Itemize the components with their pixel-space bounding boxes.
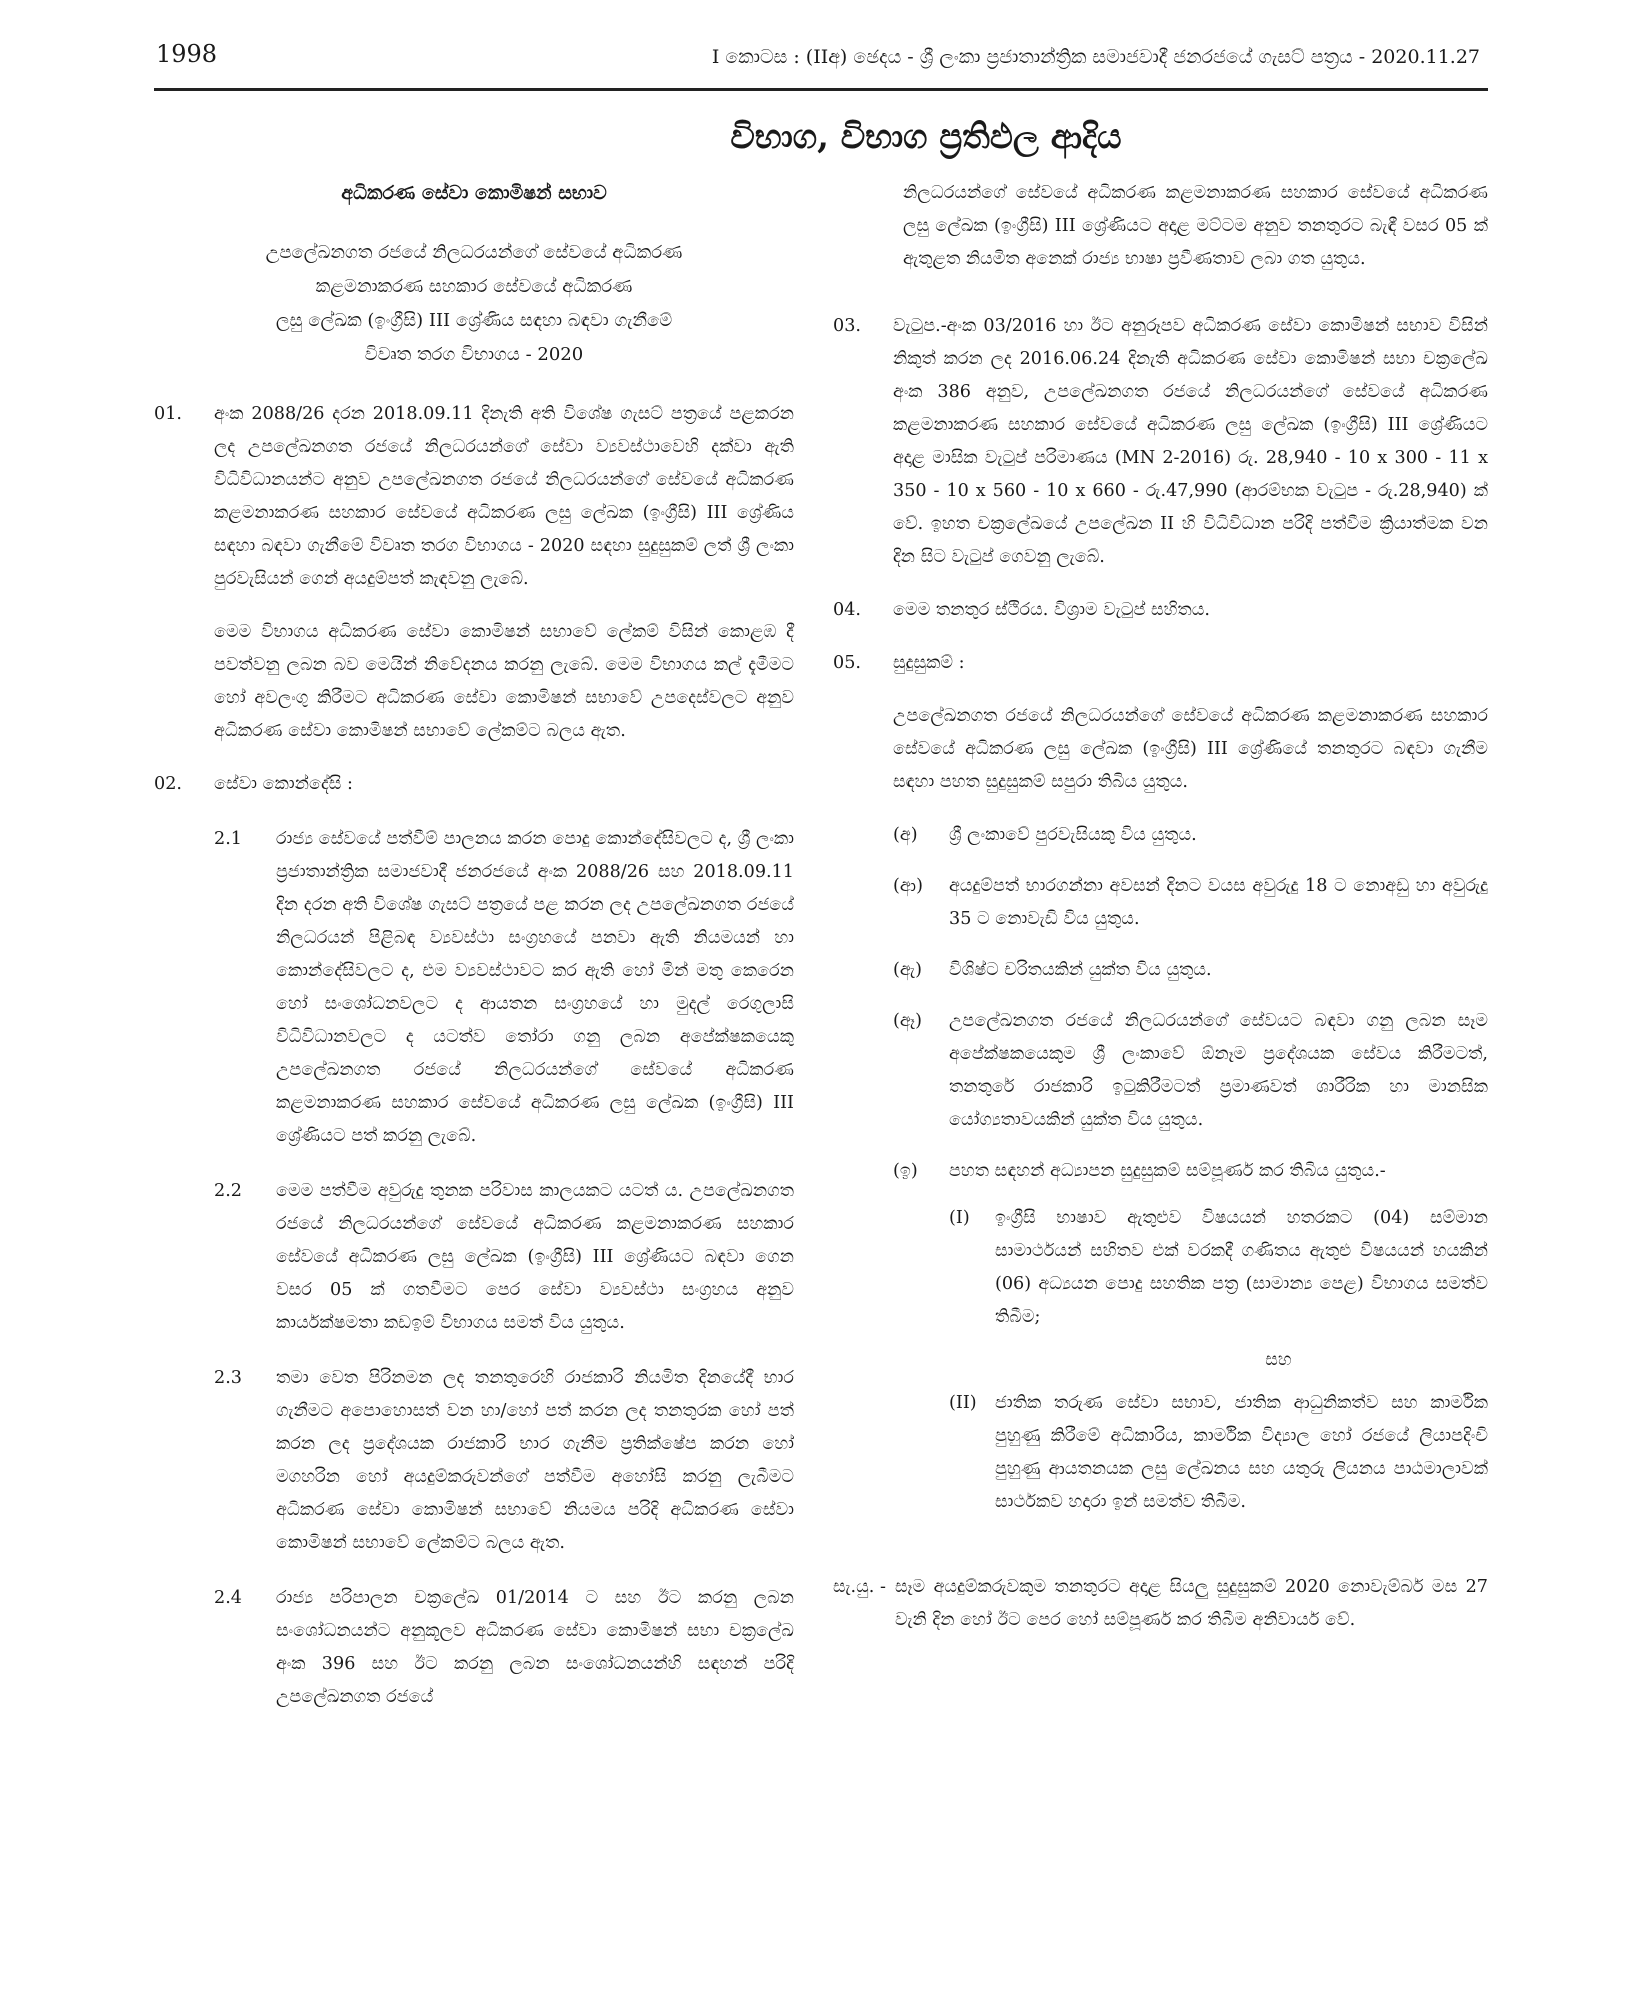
footnote-text: සෑම අයදුම්කරුවකුම තනතුරට අදාළ සියලු සුදුසුකම් 2020 නොවැම්බර් මස 27 වැනි දින හෝ ඊට පෙර හෝ සම්පූර්ණ කර තිබීම අනිවාර්ය වේ. [895, 1577, 1488, 1630]
list-label: (ඇ) [893, 960, 922, 980]
qualification-aee [893, 1005, 1488, 1137]
qualification-ae [893, 954, 1488, 987]
subclause-text: රාජ්‍ය පරිපාලන චක්‍රලේඛ 01/2014 ට සහ ඊට කරනු ලබන සංශෝධනයන්ට අනුකූලව අධිකරණ සේවා කොමිෂන් සභා චක්‍රලේඛ අංක 396 සහ ඊට කරනු ලබන සංශෝධනයන්හි සඳහන් පරිදි උපලේඛනගත රජයේ [276, 1588, 794, 1707]
exam-title-line: ලසු ලේඛක (ඉංග්‍රීසි) III ශ්‍රේණිය සඳහා බඳවා ගැනීමේ [275, 310, 673, 331]
clause-03 [833, 310, 1488, 574]
clause-paragraph: අංක 2088/26 දරන 2018.09.11 දිනැති අති විශේෂ ගැසට් පත්‍රයේ පළකරන ලද උපලේඛනගත රජයේ නිලධරයන්ගේ සේවා ව්‍යවස්ථාවෙහි දක්වා ඇති විධිවිධානයන්ට අනුව උපලේඛනගත රජයේ නිලධරයන්ගේ සේවයේ අධිකරණ කළමනාකරණ සහකාර සේවයේ අධිකරණ ලසු ලේඛක (ඉංග්‍රීසි) III ශ්‍රේණිය සඳහා බඳවා ගැනීමේ විවෘත තරග විභාගය - 2020 සඳහා සුදුසුකම් ලත් ශ්‍රී ලංකා පුරවැසියන් ගෙන් අයදුම්පත් කැඳවනු ලැබේ. [214, 404, 794, 589]
qualification-i [893, 1155, 1488, 1529]
clause-number: 04. [833, 600, 861, 620]
list-text: විශිෂ්ට චරිතයකින් යුක්ත විය යුතුය. [949, 960, 1212, 980]
clause-paragraph: මෙම විභාගය අධිකරණ සේවා කොමිෂන් සභාවේ ලේකම් විසින් කොළඹ දී පවත්වනු ලබන බව මෙයින් නිවේදනය කරනු ලැබේ. මෙම විභාගය කල් දැමීමට හෝ අවලංගු කිරීමට අධිකරණ සේවා කොමිෂන් සභාවේ උපදෙස්වලට අනුව අධිකරණ සේවා කොමිෂන් සභාවේ ලේකම්ට බලය ඇත. [214, 622, 794, 741]
subclause-text: රාජ්‍ය සේවයේ පත්වීම් පාලනය කරන පොදු කොන්දේසිවලට ද, ශ්‍රී ලංකා ප්‍රජාතාන්ත්‍රික සමාජවාදී ජනරජයේ අංක 2088/26 සහ 2018.09.11 දින දරන අති විශේෂ ගැසට් පත්‍රයේ පළ කරන ලද උපලේඛනගත රජයේ නිලධරයන් පිළිබඳ ව්‍යවස්ථා සංග්‍රහයේ පනවා ඇති නියමයන් හා කොන්දේසිවලට ද, එම ව්‍යවස්ථාවට කර ඇති හෝ මින් මතු කෙරෙන හෝ සංශෝධනවලට ද ආයතන සංග්‍රහයේ හා මුදල් රෙගුලාසි විධිවිධානවලට ද යටත්ව තෝරා ගනු ලබන අපේක්ෂකයෙකු උපලේඛනගත රජයේ නිලධරයන්ගේ සේවයේ අධිකරණ කළමනාකරණ සහකාර සේවයේ අධිකරණ ලසු ලේඛක (ඉංග්‍රීසි) III ශ්‍රේණියට පත් කරනු ලැබේ. [276, 829, 794, 1146]
qualification-a [893, 819, 1488, 852]
subclause-number: 2.1 [214, 829, 242, 849]
education-qualification-2 [949, 1387, 1488, 1519]
page-number: 1998 [156, 40, 218, 68]
clause-text: මෙම තනතුර ස්ථිරය. විශ්‍රාම වැටුප් සහිතය. [893, 600, 1210, 620]
clause-heading: සුදුසුකම් : [893, 653, 965, 673]
running-head: I කොටස : (IIඅ) ඡෙදය - ශ්‍රී ලංකා ප්‍රජාතාන්ත්‍රික සමාජවාදී ජනරජයේ ගැසට් පත්‍රය - 2020.11.27 [711, 46, 1480, 68]
clause-number: 05. [833, 653, 861, 673]
qualification-aa [893, 870, 1488, 936]
subclause-number: 2.4 [214, 1588, 242, 1608]
conjunction-text: සහ [1265, 1350, 1292, 1370]
clause-04 [833, 594, 1488, 627]
clause-02 [154, 768, 794, 1714]
list-label: (අ) [893, 825, 918, 845]
clause-01 [154, 398, 794, 748]
footnote-label: සැ.යු. - [833, 1577, 886, 1597]
list-label: (ආ) [893, 876, 923, 896]
page-header [154, 36, 1488, 91]
list-label: (ඉ) [893, 1161, 918, 1181]
two-column-body [154, 177, 1488, 1734]
subclause-number: 2.3 [214, 1368, 242, 1388]
list-text: ජාතික තරුණ සේවා සභාව, ජාතික ආධුනිකත්ව සහ කාර්මික පුහුණු කිරීමේ අධිකාරිය, කාර්මික විද්‍යාල හෝ රජයේ ලියාපදිංචි පුහුණු ආයතනයක ලසු ලේඛනය සහ යතුරු ලියනය පාඨමාලාවක් සාර්ථකව හදාරා ඉන් සමත්ව තිබීම. [995, 1393, 1488, 1512]
subclause-number: 2.2 [214, 1181, 242, 1201]
clause-heading: සේවා කොන්දේසි : [214, 774, 353, 794]
left-column [154, 177, 794, 1734]
footnote [833, 1571, 1488, 1637]
list-label: (I) [949, 1208, 970, 1228]
clause-number: 03. [833, 316, 861, 336]
right-column [833, 177, 1488, 1734]
clause-05 [833, 647, 1488, 1547]
list-text: ඉංග්‍රීසි භාෂාව ඇතුළුව විෂයයන් හතරකට (04) සම්මාන සාමාර්ථයන් සහිතව එක් වරකදී ගණිතය ඇතුළු විෂයයන් හයකින් (06) අධ්‍යයන පොදු සහතික පත්‍ර (සාමාන්‍ය පෙළ) විභාගය සමත්ව තිබීම; [995, 1208, 1488, 1327]
subclause-2-1 [214, 823, 794, 1153]
clause-paragraph: උපලේඛනගත රජයේ නිලධරයන්ගේ සේවයේ අධිකරණ කළමනාකරණ සහකාර සේවයේ අධිකරණ ලසු ලේඛක (ඉංග්‍රීසි) III ශ්‍රේණියේ තනතුරට බඳවා ගැනීම සඳහා පහත සුදුසුකම් සපුරා තිබිය යුතුය. [893, 706, 1488, 792]
list-text: උපලේඛනගත රජයේ නිලධරයන්ගේ සේවයට බඳවා ගනු ලබන සෑම අපේක්ෂකයෙකුම ශ්‍රී ලංකාවේ ඕනෑම ප්‍රදේශයක සේවය කිරීමටත්, තනතුරේ රාජකාරි ඉටුකිරීමටත් ප්‍රමාණවත් ශාරීරික හා මානසික යෝග්‍යතාවයකින් යුක්ත විය යුතුය. [949, 1011, 1488, 1130]
subclause-2-4 [214, 1582, 794, 1714]
exam-title [154, 236, 794, 372]
education-qualification-1 [949, 1202, 1488, 1334]
exam-title-line: විවෘත තරග විභාගය - 2020 [364, 344, 584, 365]
subclause-2-4-continuation: නිලධරයන්ගේ සේවයේ අධිකරණ කළමනාකරණ සහකාර සේවයේ අධිකරණ ලසු ලේඛක (ඉංග්‍රීසි) III ශ්‍රේණියට අදාළ මට්ටම අනුව තනතුරට බැඳී වසර 05 ක් ඇතුළත නියමිත අනෙක් රාජ්‍ය භාෂා ප්‍රවීණතාව ලබා ගත යුතුය. [903, 183, 1488, 269]
list-text: පහත සඳහන් අධ්‍යාපන සුදුසුකම් සම්පූර්ණ කර තිබිය යුතුය.- [949, 1161, 1386, 1181]
exam-title-line: කළමනාකරණ සහකාර සේවයේ අධිකරණ [315, 276, 633, 297]
section-title: විභාග, විභාග ප්‍රතිඵල ආදිය [730, 117, 1122, 157]
subclause-2-2 [214, 1175, 794, 1340]
list-text: අයදුම්පත් භාරගන්නා අවසන් දිනට වයස අවුරුදු 18 ට නොඅඩු හා අවුරුදු 35 ට නොවැඩි විය යුතුය. [949, 876, 1488, 929]
clause-text: වැටුප.-අංක 03/2016 හා ඊට අනුරූපව අධිකරණ සේවා කොමිෂන් සභාව විසින් නිකුත් කරන ලද 2016.06.24 දිනැති අධිකරණ සේවා කොමිෂන් සභා චක්‍රලේඛ අංක 386 අනුව, උපලේඛනගත රජයේ නිලධරයන්ගේ සේවයේ අධිකරණ කළමනාකරණ සහකාර සේවයේ අධිකරණ ලසු ලේඛක (ඉංග්‍රීසි) III ශ්‍රේණියට අදාළ මාසික වැටුප් පරිමාණය (MN 2-2016) රු. 28,940 - 10 x 300 - 11 x 350 - 10 x 560 - 10 x 660 - රු.47,990 (ආරම්භක වැටුප - රු.28,940) ක් වේ. ඉහත චක්‍රලේඛයේ උපලේඛන II හි විධිවිධාන පරිදි පත්වීම ක්‍රියාත්මක වන දින සිට වැටුප් ගෙවනු ලැබේ. [893, 316, 1488, 567]
subclause-text: තමා වෙත පිරිනමන ලද තනතුරෙහි රාජකාරි නියමිත දිනයේදී භාර ගැනීමට අපොහොසත් වන හා/හෝ පත් කරන ලද තනතුරක හෝ පත් කරන ලද ප්‍රදේශයක රාජකාරි භාර ගැනීම ප්‍රතික්ෂේප කරන හෝ මගහරින හෝ අයදුම්කරුවන්ගේ පත්වීම අහෝසි කරනු ලැබීමට අධිකරණ සේවා කොමිෂන් සභාවේ නියමය පරිදි අධිකරණ සේවා කොමිෂන් සභාවේ ලේකම්ට බලය ඇත. [276, 1368, 794, 1553]
subclause-text: මෙම පත්වීම අවුරුදු තුනක පරිවාස කාලයකට යටත් ය. උපලේඛනගත රජයේ නිලධරයන්ගේ සේවයේ අධිකරණ කළමනාකරණ සහකාර සේවයේ අධිකරණ ලසු ලේඛක (ඉංග්‍රීසි) III ශ්‍රේණියට බඳවා ගෙන වසර 05 ක් ගතවීමට පෙර සේවා ව්‍යවස්ථා සංග්‍රහය අනුව කාර්යක්ෂමතා කඩඉම් විභාගය සමත් විය යුතුය. [276, 1181, 794, 1333]
clause-number: 02. [154, 774, 182, 794]
list-label: (ඈ) [893, 1011, 922, 1031]
subclause-2-3 [214, 1362, 794, 1560]
clause-number: 01. [154, 404, 182, 424]
exam-title-line: උපලේඛනගත රජයේ නිලධරයන්ගේ සේවයේ අධිකරණ [265, 242, 683, 263]
list-label: (II) [949, 1393, 977, 1413]
list-text: ශ්‍රී ලංකාවේ පුරවැසියකු විය යුතුය. [949, 825, 1197, 845]
organization-heading: අධිකරණ සේවා කොමිෂන් සභාව [341, 182, 607, 204]
